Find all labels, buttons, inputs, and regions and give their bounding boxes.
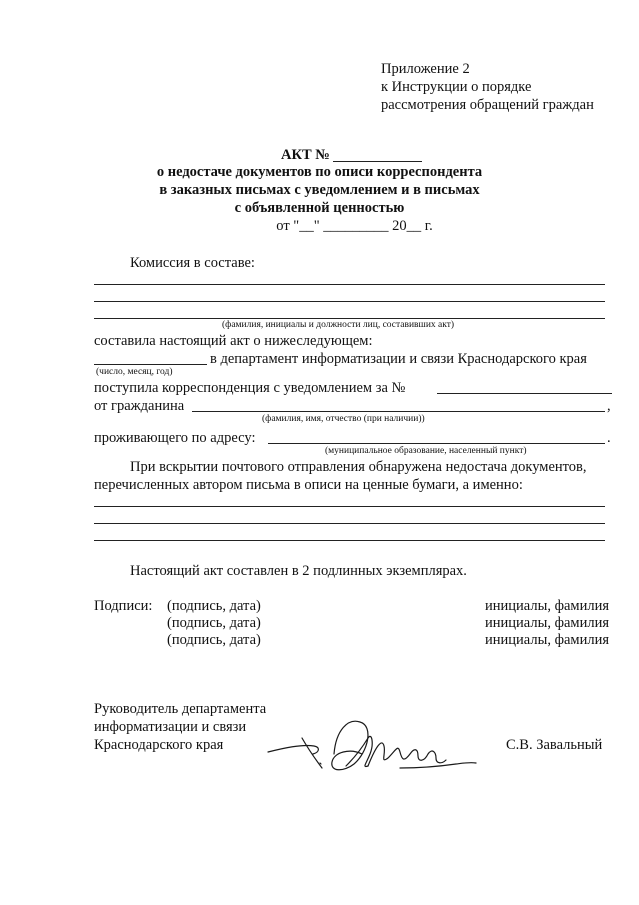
annex-line-3: рассмотрения обращений граждан	[381, 97, 594, 113]
residing-text: проживающего по адресу:	[94, 430, 256, 446]
caption-persons: (фамилия, инициалы и должности лиц, составивших акт)	[222, 320, 455, 330]
signature-placeholder: (подпись, дата)	[167, 632, 261, 648]
head-name: С.В. Завальный	[506, 737, 603, 753]
annex-line-1: Приложение 2	[381, 61, 470, 77]
dept-text: в департамент информатизации и связи Краснодарского края	[210, 351, 587, 367]
signature-placeholder: (подпись, дата)	[167, 598, 261, 614]
signature-placeholder: (подпись, дата)	[167, 615, 261, 631]
compiled-text: составила настоящий акт о нижеследующем:	[94, 333, 373, 349]
caption-place: (муниципальное образование, населенный пункт)	[325, 446, 527, 456]
from-citizen-text: от гражданина	[94, 398, 185, 414]
commission-blank-2	[94, 301, 605, 302]
title-line-1: о недостаче документов по описи корреспондента	[156, 164, 483, 180]
comma: ,	[607, 398, 611, 414]
commission-blank-1	[94, 284, 605, 285]
received-text: поступила корреспонденция с уведомлением за №	[94, 380, 406, 396]
signature-name-placeholder: инициалы, фамилия	[485, 598, 610, 614]
annex-line-2: к Инструкции о порядке	[381, 79, 532, 95]
act-date: от "__" _________ 20__ г.	[276, 218, 433, 234]
copies-text: Настоящий акт составлен в 2 подлинных экземплярах.	[130, 563, 467, 579]
period: .	[607, 430, 611, 446]
handwritten-signature	[250, 708, 490, 788]
number-blank	[437, 393, 612, 394]
opening-line-1: При вскрытии почтового отправления обнаружена недостача документов,	[130, 459, 587, 475]
signature-name-placeholder: инициалы, фамилия	[485, 632, 610, 648]
missing-blank-1	[94, 506, 605, 507]
date-blank	[94, 364, 207, 365]
head-title-line-3: Краснодарского края	[94, 737, 224, 753]
address-blank	[268, 443, 605, 444]
missing-blank-2	[94, 523, 605, 524]
missing-blank-3	[94, 540, 605, 541]
title-line-3: с объявленной ценностью	[234, 200, 405, 216]
act-title: АКТ №	[281, 147, 330, 163]
citizen-name-blank	[192, 411, 605, 412]
commission-blank-3	[94, 318, 605, 319]
head-title-line-1: Руководитель департамента	[94, 701, 267, 717]
opening-line-2: перечисленных автором письма в описи на ценные бумаги, а именно:	[94, 477, 523, 493]
title-line-2: в заказных письмах с уведомлением и в письмах	[159, 182, 480, 198]
signature-name-placeholder: инициалы, фамилия	[485, 615, 610, 631]
signatures-label: Подписи:	[94, 598, 153, 614]
act-number-blank	[333, 161, 422, 162]
caption-name: (фамилия, имя, отчество (при наличии))	[262, 414, 425, 424]
commission-label: Комиссия в составе:	[130, 255, 255, 271]
caption-date: (число, месяц, год)	[96, 367, 173, 377]
head-title-line-2: информатизации и связи	[94, 719, 247, 735]
